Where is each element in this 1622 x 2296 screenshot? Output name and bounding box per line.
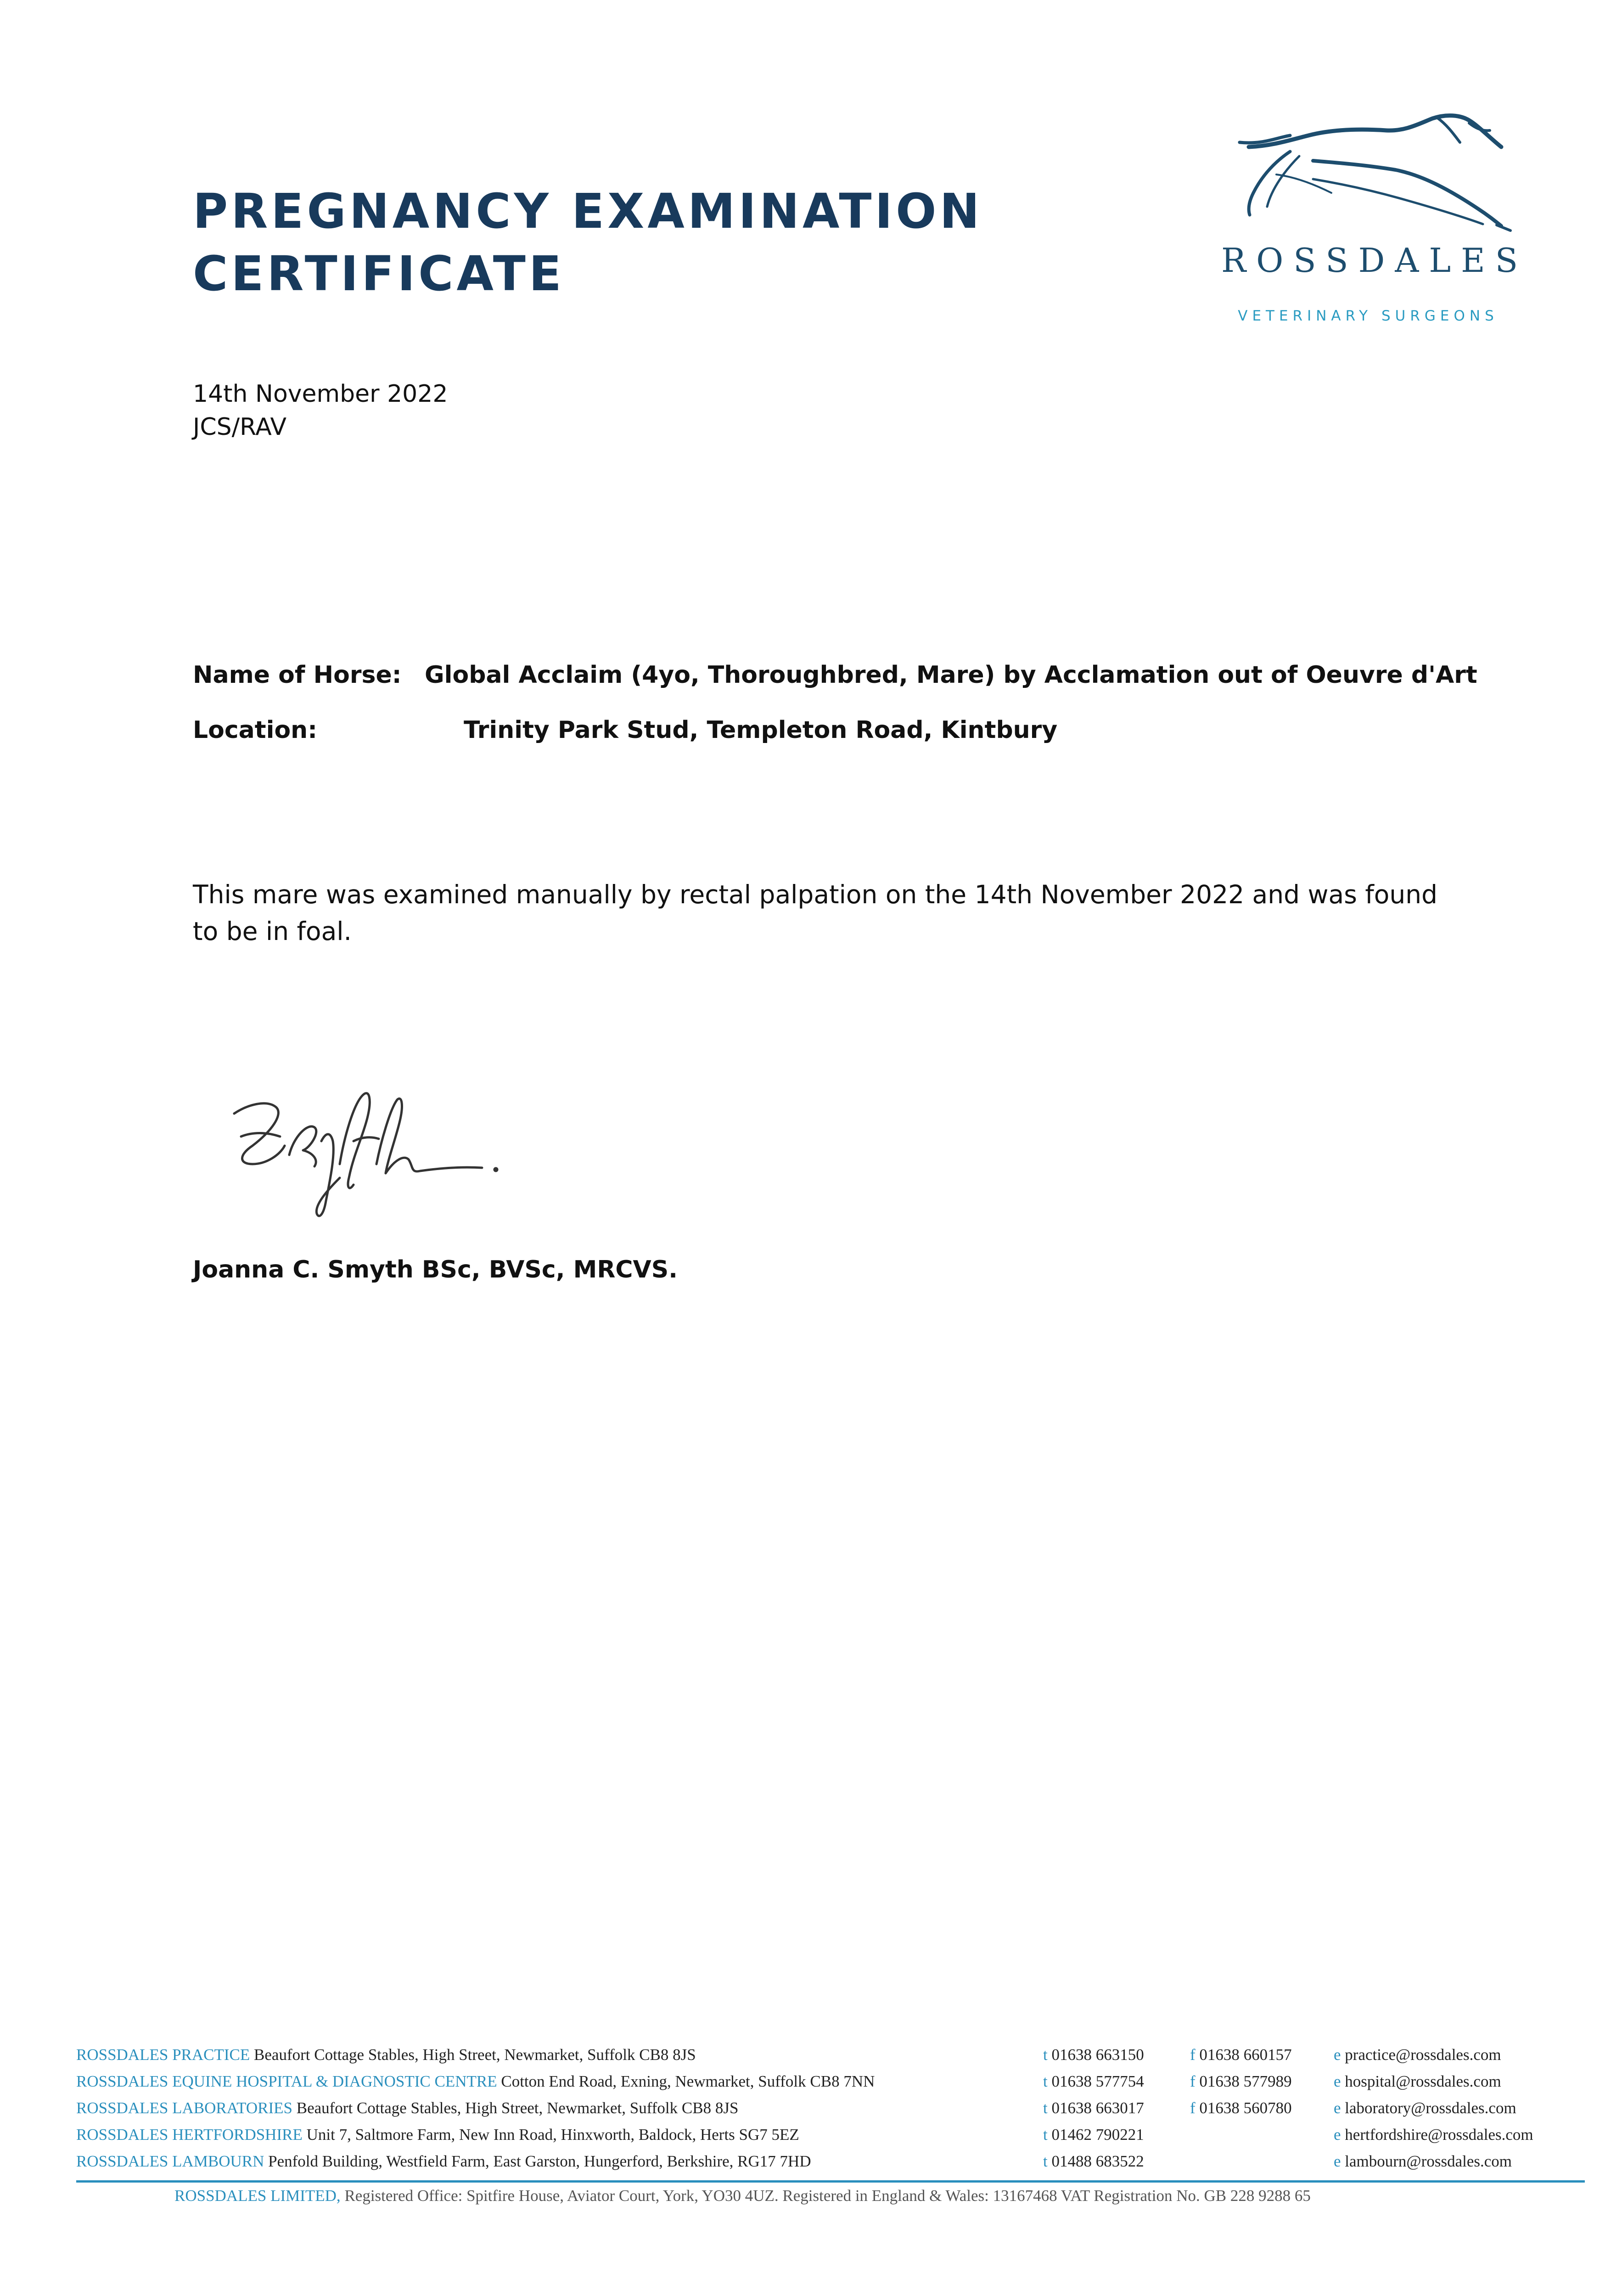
office-email-address[interactable]: practice@rossdales.com bbox=[1345, 2046, 1501, 2064]
office-info bbox=[76, 2072, 875, 2091]
office-fax bbox=[1190, 2046, 1292, 2064]
office-name: ROSSDALES HERTFORDSHIRE bbox=[76, 2126, 303, 2144]
office-tel: 01488 683522 bbox=[1051, 2152, 1144, 2170]
document-date: 14th November 2022 bbox=[193, 380, 448, 408]
office-email[interactable] bbox=[1334, 2126, 1533, 2144]
office-email-address[interactable]: laboratory@rossdales.com bbox=[1345, 2099, 1516, 2117]
office-info bbox=[76, 2099, 738, 2117]
email-prefix: e bbox=[1334, 2072, 1341, 2090]
document-reference: JCS/RAV bbox=[193, 413, 287, 441]
office-address: Unit 7, Saltmore Farm, New Inn Road, Hinxworth, Baldock, Herts SG7 5EZ bbox=[306, 2126, 799, 2144]
office-name: ROSSDALES EQUINE HOSPITAL & DIAGNOSTIC CENTRE bbox=[76, 2072, 497, 2090]
office-email[interactable] bbox=[1334, 2099, 1516, 2117]
office-email[interactable] bbox=[1334, 2046, 1501, 2064]
email-prefix: e bbox=[1334, 2099, 1341, 2117]
footer-divider bbox=[76, 2180, 1585, 2183]
examination-statement: This mare was examined manually by rectal palpation on the 14th November 2022 and was found to be in foal. bbox=[193, 880, 1437, 946]
office-tel: 01638 663017 bbox=[1051, 2099, 1144, 2117]
certificate-title-line-2: CERTIFICATE bbox=[193, 246, 565, 302]
signer-name: Joanna C. Smyth BSc, BVSc, MRCVS. bbox=[193, 1256, 678, 1283]
email-prefix: e bbox=[1334, 2126, 1341, 2144]
legal-text: Registered Office: Spitfire House, Aviator Court, York, YO30 4UZ. Registered in England & Wales: 13167468 VAT Registration No. GB 228 9288 65 bbox=[340, 2187, 1311, 2205]
office-fax bbox=[1190, 2099, 1292, 2117]
tel-prefix: t bbox=[1043, 2072, 1048, 2090]
office-email-address[interactable]: lambourn@rossdales.com bbox=[1345, 2152, 1512, 2170]
fax-prefix: f bbox=[1190, 2072, 1195, 2090]
office-tel: 01638 663150 bbox=[1051, 2046, 1144, 2064]
logo-name: ROSSDALES bbox=[1221, 241, 1528, 280]
location-label: Location: bbox=[193, 716, 317, 744]
office-info bbox=[76, 2046, 696, 2064]
horse-name-value: Global Acclaim (4yo, Thoroughbred, Mare) by Acclamation out of Oeuvre d'Art bbox=[425, 661, 1477, 689]
office-name: ROSSDALES LABORATORIES bbox=[76, 2099, 292, 2117]
office-email[interactable] bbox=[1334, 2072, 1501, 2091]
office-phone bbox=[1043, 2099, 1144, 2117]
office-address: Beaufort Cottage Stables, High Street, Newmarket, Suffolk CB8 8JS bbox=[296, 2099, 739, 2117]
tel-prefix: t bbox=[1043, 2126, 1048, 2144]
office-fax bbox=[1190, 2072, 1292, 2091]
office-fax-number: 01638 577989 bbox=[1199, 2072, 1292, 2090]
office-address: Beaufort Cottage Stables, High Street, Newmarket, Suffolk CB8 8JS bbox=[254, 2046, 696, 2064]
office-name: ROSSDALES LAMBOURN bbox=[76, 2152, 264, 2170]
office-name: ROSSDALES PRACTICE bbox=[76, 2046, 250, 2064]
office-address: Penfold Building, Westfield Farm, East Garston, Hungerford, Berkshire, RG17 7HD bbox=[268, 2152, 811, 2170]
office-phone bbox=[1043, 2072, 1144, 2091]
logo-tagline: VETERINARY SURGEONS bbox=[1238, 308, 1499, 324]
office-email-address[interactable]: hertfordshire@rossdales.com bbox=[1345, 2126, 1533, 2144]
office-email-address[interactable]: hospital@rossdales.com bbox=[1345, 2072, 1501, 2090]
email-prefix: e bbox=[1334, 2046, 1341, 2064]
office-phone bbox=[1043, 2152, 1144, 2171]
office-address: Cotton End Road, Exning, Newmarket, Suffolk CB8 7NN bbox=[501, 2072, 875, 2090]
office-tel: 01462 790221 bbox=[1051, 2126, 1144, 2144]
office-info bbox=[76, 2152, 811, 2171]
company-name: ROSSDALES LIMITED, bbox=[174, 2187, 341, 2205]
footer-office-row bbox=[0, 2099, 1622, 2125]
certificate-title-line-1: PREGNANCY EXAMINATION bbox=[193, 183, 983, 239]
horse-name-label: Name of Horse: bbox=[193, 661, 402, 689]
office-fax-number: 01638 560780 bbox=[1199, 2099, 1292, 2117]
office-tel: 01638 577754 bbox=[1051, 2072, 1144, 2090]
fax-prefix: f bbox=[1190, 2046, 1195, 2064]
office-fax-number: 01638 660157 bbox=[1199, 2046, 1292, 2064]
office-phone bbox=[1043, 2046, 1144, 2064]
tel-prefix: t bbox=[1043, 2099, 1048, 2117]
office-email[interactable] bbox=[1334, 2152, 1512, 2171]
footer-office-row bbox=[0, 2152, 1622, 2178]
tel-prefix: t bbox=[1043, 2152, 1048, 2170]
location-value: Trinity Park Stud, Templeton Road, Kintbury bbox=[464, 716, 1058, 744]
footer-office-row bbox=[0, 2046, 1622, 2071]
email-prefix: e bbox=[1334, 2152, 1341, 2170]
footer-legal bbox=[174, 2187, 1311, 2205]
tel-prefix: t bbox=[1043, 2046, 1048, 2064]
office-info bbox=[76, 2126, 799, 2144]
office-phone bbox=[1043, 2126, 1144, 2144]
footer-office-row bbox=[0, 2072, 1622, 2098]
footer-office-row bbox=[0, 2126, 1622, 2151]
fax-prefix: f bbox=[1190, 2099, 1195, 2117]
